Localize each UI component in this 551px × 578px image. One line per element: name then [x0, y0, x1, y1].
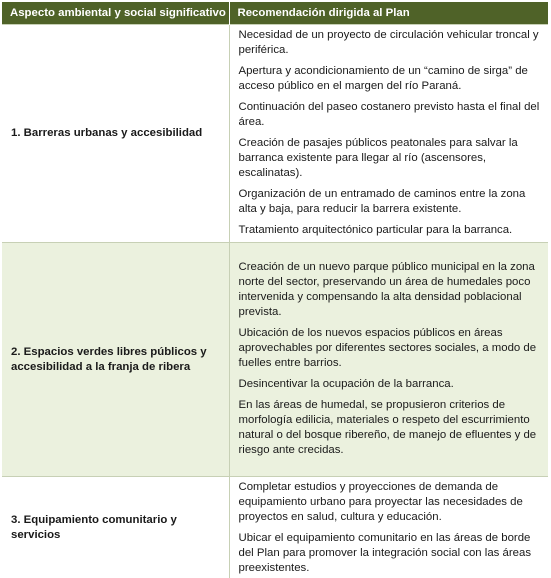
recommendation-item: Continuación del paseo costanero previsto hasta el final del área.: [239, 100, 543, 130]
recommendations-cell: [229, 477, 548, 578]
recommendation-item: Completar estudios y proyecciones de demanda de equipamiento urbano para proyectar las necesidades de proyectos en salud, cultura y educación.: [239, 480, 543, 525]
recommendations-cell: [229, 243, 548, 477]
recommendations-table: [2, 2, 548, 578]
column-header-aspect: Aspecto ambiental y social significativo: [2, 2, 229, 25]
aspect-cell: 3. Equipamiento comunitario y servicios: [2, 477, 229, 578]
recommendation-item: Tratamiento arquitectónico particular para la barranca.: [239, 223, 543, 238]
recommendation-item: Ubicación de los nuevos espacios públicos en áreas aprovechables por diferentes sectores sociales, a modo de fuelles entre barrios.: [239, 326, 543, 371]
table-row: [2, 477, 548, 578]
recommendation-item: Necesidad de un proyecto de circulación vehicular troncal y periférica.: [239, 28, 543, 58]
recommendation-item: Desincentivar la ocupación de la barranca.: [239, 377, 543, 392]
recommendation-item: Creación de un nuevo parque público municipal en la zona norte del sector, preservando un área de humedales poco intervenida y compensando la alta densidad poblacional prevista.: [239, 260, 543, 320]
table-row: [2, 25, 548, 243]
column-header-recommendation: Recomendación dirigida al Plan: [229, 2, 548, 25]
recommendation-item: Organización de un entramado de caminos entre la zona alta y baja, para reducir la barrera existente.: [239, 187, 543, 217]
recommendation-item: Apertura y acondicionamiento de un “camino de sirga” de acceso público en el margen del río Paraná.: [239, 64, 543, 94]
recommendations-cell: [229, 25, 548, 243]
recommendation-item: Ubicar el equipamiento comunitario en las áreas de borde del Plan para promover la integración social con las áreas preexistentes.: [239, 531, 543, 576]
recommendation-item: En las áreas de humedal, se propusieron criterios de morfología edilicia, materiales o respeto del escurrimiento natural o del bosque ribereño, de manejo de efluentes y de riesgo ante crecidas.: [239, 398, 543, 458]
table-header: [2, 2, 548, 25]
aspect-cell: 2. Espacios verdes libres públicos y accesibilidad a la franja de ribera: [2, 243, 229, 477]
recommendation-item: Creación de pasajes públicos peatonales para salvar la barranca existente para llegar al río (ascensores, escalinatas).: [239, 136, 543, 181]
header-row: [2, 2, 548, 25]
table-row: [2, 243, 548, 477]
aspect-cell: 1. Barreras urbanas y accesibilidad: [2, 25, 229, 243]
